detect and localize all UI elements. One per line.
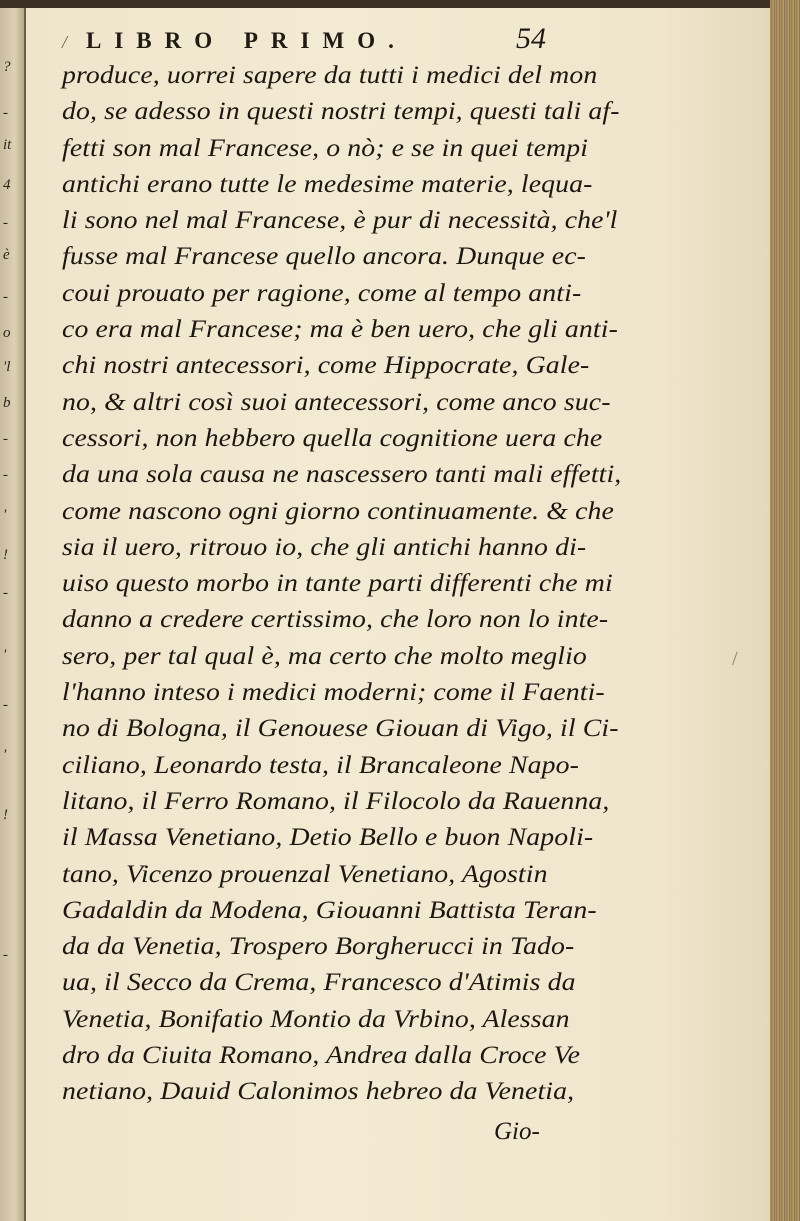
text-line: no di Bologna, il Genouese Giouan di Vigo, il Ci- [62, 715, 619, 743]
text-line: litano, il Ferro Romano, il Filocolo da Rauenna, [62, 787, 610, 815]
gutter-mark: - [3, 289, 8, 305]
text-line: Venetia, Bonifatio Montio da Vrbino, Alessan [62, 1005, 570, 1033]
text-line: sero, per tal qual è, ma certo che molto meglio [62, 642, 587, 670]
text-line: sia il uero, ritrouo io, che gli antichi hanno di- [62, 533, 587, 561]
gutter-mark: b [3, 395, 11, 411]
body-text [62, 58, 622, 1111]
text-line: chi nostri antecessori, come Hippocrate, Gale- [62, 352, 590, 380]
text-line: do, se adesso in questi nostri tempi, questi tali af- [62, 98, 620, 126]
page-number: 54 [516, 22, 546, 55]
text-line: co era mal Francese; ma è ben uero, che gli anti- [62, 316, 618, 344]
text-line: produce, uorrei sapere da tutti i medici del mon [62, 62, 598, 89]
gutter-mark: ? [3, 59, 11, 75]
running-head [62, 22, 722, 58]
gutter-mark: it [3, 137, 12, 153]
running-title: LIBRO PRIMO. [86, 28, 407, 53]
text-line: coui prouato per ragione, come al tempo anti- [62, 279, 582, 307]
gutter-mark: - [3, 215, 8, 231]
facing-page-gutter [0, 8, 26, 1221]
gutter-mark: - [3, 585, 8, 601]
catchword: Gio- [494, 1118, 540, 1145]
gutter-mark: ! [3, 807, 8, 823]
gutter-mark: ' [3, 747, 7, 763]
gutter-mark: - [3, 105, 8, 121]
gutter-mark: - [3, 947, 8, 963]
top-page-edge [0, 0, 800, 8]
gutter-mark: - [3, 697, 8, 713]
text-line: fetti son mal Francese, o nò; e se in quei tempi [62, 134, 589, 162]
text-line: Gadaldin da Modena, Giouanni Battista Teran- [62, 896, 597, 924]
text-line: dro da Ciuita Romano, Andrea dalla Croce Ve [62, 1042, 581, 1070]
text-line: il Massa Venetiano, Detio Bello e buon Napoli- [62, 824, 594, 852]
text-line: ciliano, Leonardo testa, il Brancaleone Napo- [62, 751, 580, 779]
text-line: tano, Vicenzo prouenzal Venetiano, Agostin [62, 860, 548, 888]
gutter-mark: 'l [3, 359, 11, 375]
ink-tick-mark: / [62, 32, 68, 52]
gutter-mark: ' [3, 647, 7, 663]
gutter-mark: è [3, 247, 10, 263]
text-line: netiano, Dauid Calonimos hebreo da Venetia, [62, 1078, 575, 1106]
text-line: antichi erano tutte le medesime materie, lequa- [62, 170, 593, 198]
text-line: come nascono ogni giorno continuamente. & che [62, 497, 614, 525]
gutter-mark: ' [3, 507, 7, 523]
page-edges-binding [770, 0, 800, 1221]
text-line: da da Venetia, Trospero Borgherucci in Tado- [62, 933, 575, 961]
text-line: da una sola causa ne nascessero tanti mali effetti, [62, 461, 622, 489]
text-line: l'hanno inteso i medici moderni; come il Faenti- [62, 679, 605, 707]
gutter-mark: 4 [3, 177, 11, 193]
text-line: cessori, non hebbero quella cognitione uera che [62, 424, 603, 452]
gutter-mark: o [3, 325, 11, 341]
text-line: uiso questo morbo in tante parti differenti che mi [62, 570, 613, 598]
text-line: fusse mal Francese quello ancora. Dunque ec- [62, 243, 587, 271]
gutter-mark: ! [3, 547, 8, 563]
stray-ink-mark: / [732, 648, 738, 670]
gutter-mark: - [3, 467, 8, 483]
text-line: danno a credere certissimo, che loro non lo inte- [62, 606, 609, 634]
text-line: ua, il Secco da Crema, Francesco d'Atimis da [62, 969, 576, 997]
text-line: no, & altri così suoi antecessori, come anco suc- [62, 388, 611, 416]
gutter-mark: - [3, 431, 8, 447]
text-line: li sono nel mal Francese, è pur di necessità, che'l [62, 207, 618, 235]
